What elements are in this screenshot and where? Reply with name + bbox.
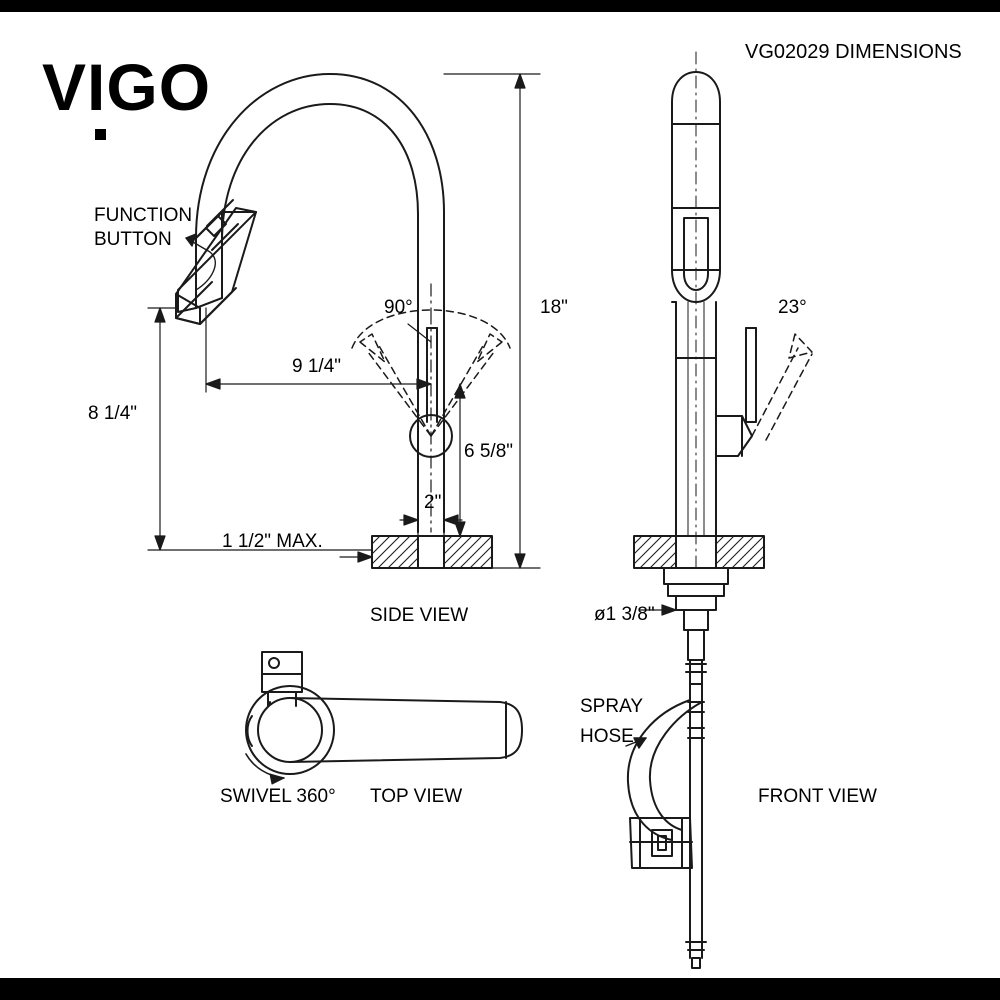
top-view-faucet bbox=[246, 652, 522, 784]
callout-function-button-line2: BUTTON bbox=[94, 229, 172, 250]
dim-spout-reach: 9 1/4" bbox=[292, 356, 342, 377]
view-label-top: TOP VIEW bbox=[370, 786, 463, 807]
view-label-front: FRONT VIEW bbox=[758, 786, 877, 807]
drawing-sheet bbox=[0, 12, 1000, 978]
dim-deck-thickness: 1 1/2" MAX. bbox=[222, 531, 323, 552]
dim-shank-diameter: ø1 3/8" bbox=[594, 604, 655, 625]
dim-handle-clearance: 6 5/8" bbox=[464, 441, 514, 462]
dim-overall-height: 18" bbox=[540, 297, 568, 318]
vigo-logo: VIGO bbox=[42, 50, 212, 124]
front-view-faucet bbox=[628, 72, 812, 968]
callout-spray-hose-line2: HOSE bbox=[580, 726, 634, 747]
view-label-side: SIDE VIEW bbox=[370, 605, 469, 626]
callout-spray-hose-line1: SPRAY bbox=[580, 696, 644, 717]
callout-swivel: SWIVEL 360° bbox=[220, 786, 336, 807]
dim-base-diameter: 2" bbox=[424, 492, 442, 513]
sheet-title: VG02029 DIMENSIONS bbox=[745, 41, 962, 63]
dim-spout-height: 8 1/4" bbox=[88, 403, 138, 424]
dim-handle-arc: 90° bbox=[384, 297, 413, 318]
dim-handle-tilt: 23° bbox=[778, 297, 807, 318]
technical-drawing bbox=[0, 12, 1000, 978]
callout-function-button-line1: FUNCTION bbox=[94, 205, 193, 226]
